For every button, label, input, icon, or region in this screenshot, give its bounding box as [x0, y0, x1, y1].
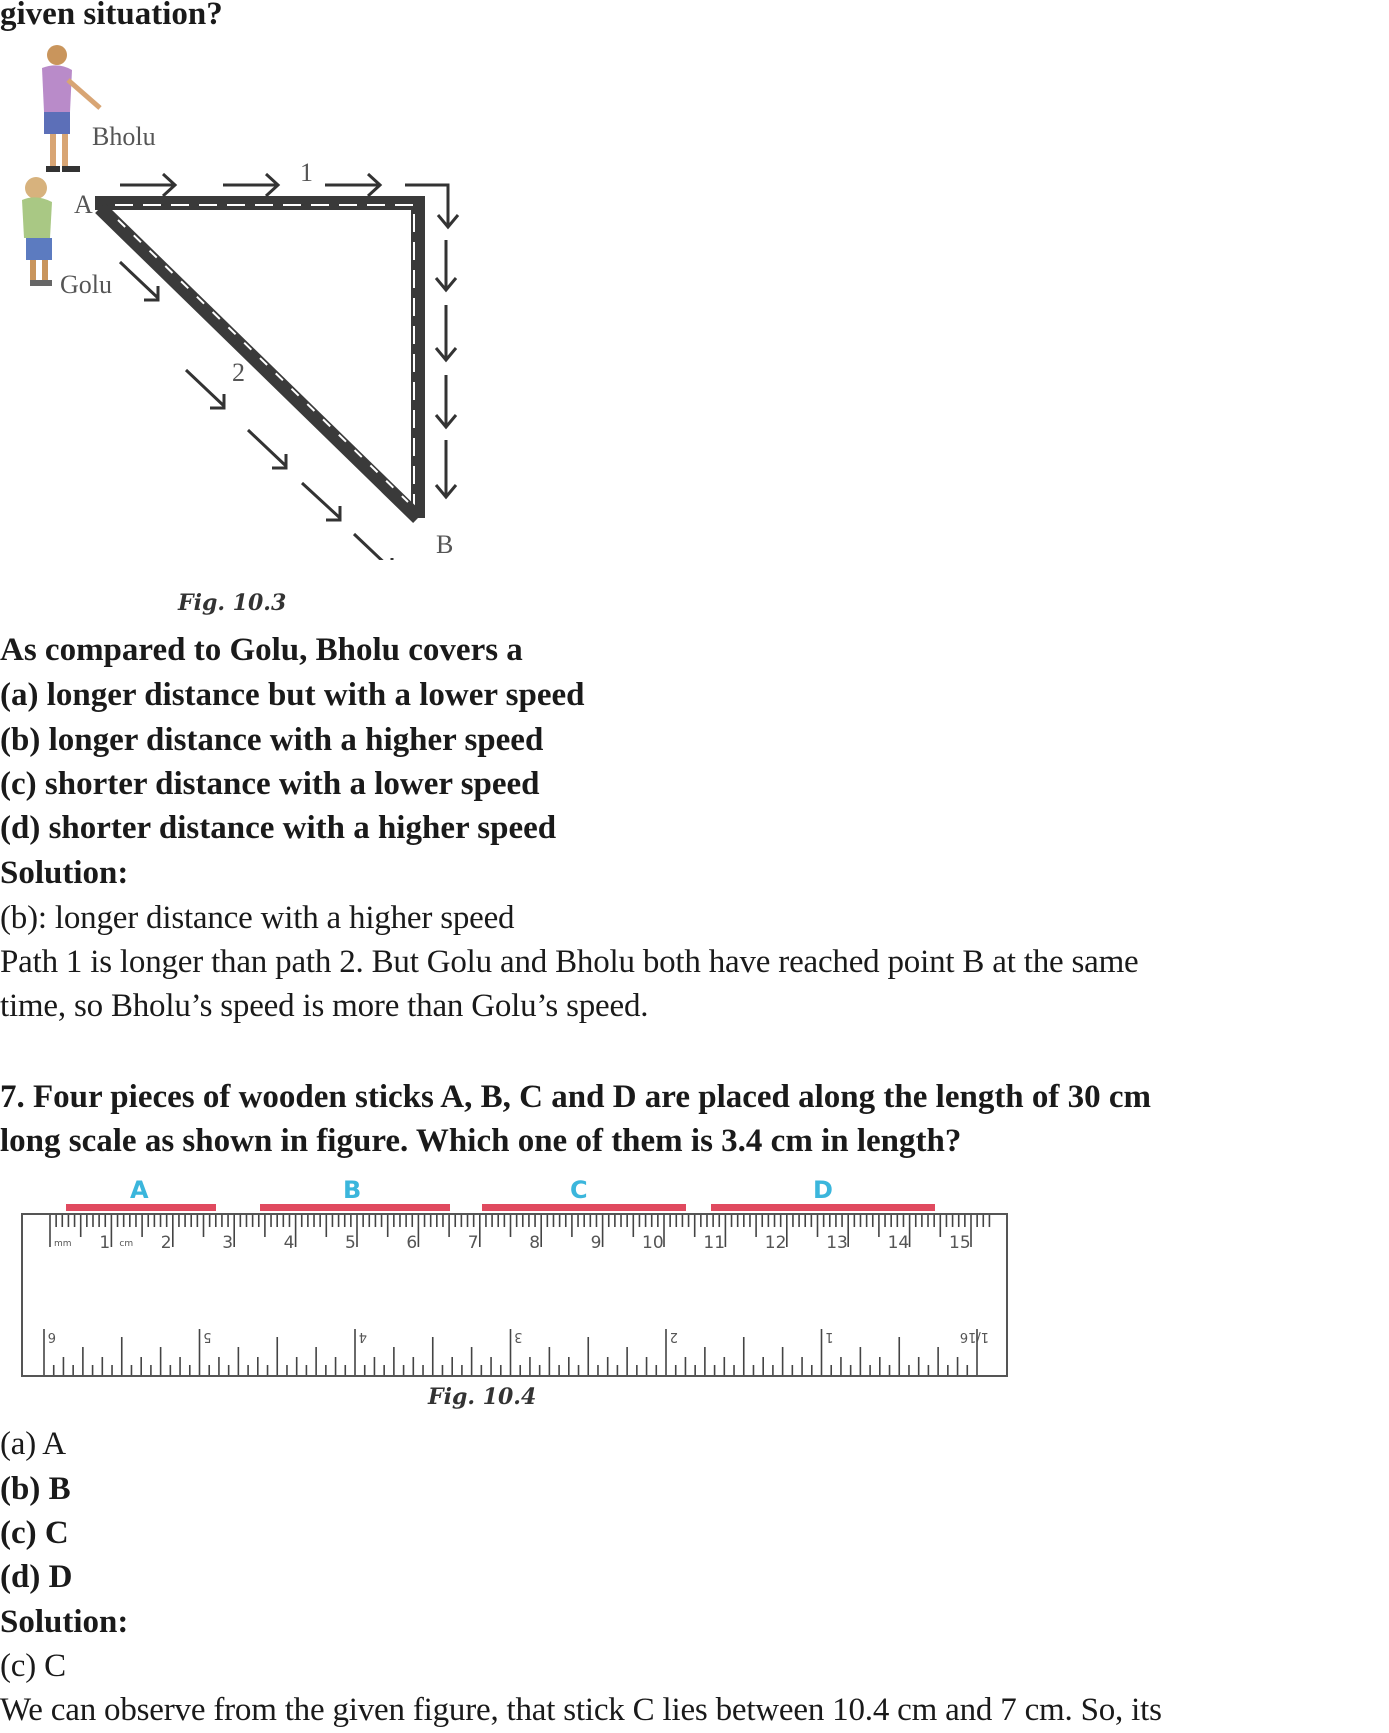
stick-d [711, 1204, 935, 1211]
svg-text:2: 2 [669, 1329, 678, 1344]
question-6-option-a: (a) longer distance but with a lower speed [0, 677, 585, 713]
svg-text:1: 1 [99, 1233, 111, 1253]
stick-c-label: C [570, 1176, 588, 1204]
figure-10-4 [20, 1172, 1010, 1382]
svg-text:14: 14 [887, 1233, 910, 1253]
svg-text:15: 15 [949, 1233, 971, 1253]
question-7-option-d: (d) D [0, 1559, 73, 1595]
question-6-answer: (b): longer distance with a higher speed [0, 900, 515, 936]
svg-text:9: 9 [590, 1233, 602, 1253]
path-diagram [0, 40, 480, 560]
question-7-option-c: (c) C [0, 1515, 69, 1551]
svg-text:5: 5 [203, 1329, 212, 1344]
question-6-solution-heading: Solution: [0, 855, 129, 891]
figure-10-3-caption: Fig. 10.3 [178, 590, 287, 616]
svg-text:4: 4 [358, 1329, 367, 1344]
svg-text:1/16: 1/16 [959, 1329, 989, 1344]
question-7-title-line-2: long scale as shown in figure. Which one of them is 3.4 cm in length? [0, 1123, 962, 1159]
svg-text:11: 11 [703, 1233, 726, 1253]
svg-text:5: 5 [345, 1233, 356, 1253]
path-1-arrows-icon [120, 174, 458, 497]
stick-a-label: A [130, 1176, 149, 1204]
svg-text:3: 3 [222, 1233, 234, 1253]
stick-b-label: B [343, 1176, 362, 1204]
path-2-arrows-icon [120, 262, 392, 560]
question-6-explanation-line-1: Path 1 is longer than path 2. But Golu and Bholu both have reached point B at the same [0, 944, 1139, 980]
question-7-solution-heading: Solution: [0, 1604, 129, 1640]
svg-text:cm: cm [119, 1239, 134, 1249]
question-7-title-line-1: 7. Four pieces of wooden sticks A, B, C and D are placed along the length of 30 cm [0, 1079, 1152, 1115]
svg-text:7: 7 [467, 1233, 479, 1253]
bholu-figure-icon [42, 45, 100, 172]
figure-10-3 [0, 40, 480, 620]
svg-text:13: 13 [826, 1233, 848, 1253]
question-7-option-b: (b) B [0, 1471, 71, 1507]
ruler-with-sticks [20, 1172, 1010, 1382]
question-7-option-a: (a) A [0, 1426, 66, 1462]
svg-text:8: 8 [529, 1233, 541, 1253]
question-6-option-d: (d) shorter distance with a higher speed [0, 810, 557, 846]
question-6-option-b: (b) longer distance with a higher speed [0, 722, 544, 758]
question-6-prompt: As compared to Golu, Bholu covers a [0, 632, 523, 668]
svg-text:10: 10 [642, 1233, 664, 1253]
svg-text:mm: mm [54, 1239, 72, 1249]
svg-text:3: 3 [514, 1329, 523, 1344]
stick-b [260, 1204, 450, 1211]
figure-10-4-caption: Fig. 10.4 [428, 1384, 537, 1410]
svg-text:12: 12 [764, 1233, 787, 1253]
stick-c [482, 1204, 686, 1211]
question-7-answer: (c) C [0, 1648, 66, 1684]
question-6-explanation-line-2: time, so Bholu’s speed is more than Golu’s speed. [0, 988, 649, 1024]
bholu-label: Bholu [92, 122, 156, 151]
point-b-label: B [436, 530, 454, 559]
golu-figure-icon [22, 177, 52, 286]
svg-text:4: 4 [283, 1233, 295, 1253]
question-6-title-tail: given situation? [0, 0, 223, 32]
path-2-label: 2 [232, 358, 245, 387]
stick-a [66, 1204, 216, 1211]
svg-text:6: 6 [47, 1329, 56, 1344]
svg-text:2: 2 [160, 1233, 172, 1253]
point-a-label: A [74, 190, 93, 219]
stick-d-label: D [813, 1176, 833, 1204]
svg-text:1: 1 [825, 1329, 834, 1344]
question-7-explanation: We can observe from the given figure, that stick C lies between 10.4 cm and 7 cm. So, its [0, 1692, 1162, 1728]
path-1-label: 1 [300, 158, 313, 187]
question-6-option-c: (c) shorter distance with a lower speed [0, 766, 540, 802]
golu-label: Golu [60, 270, 112, 299]
svg-text:6: 6 [406, 1233, 418, 1253]
